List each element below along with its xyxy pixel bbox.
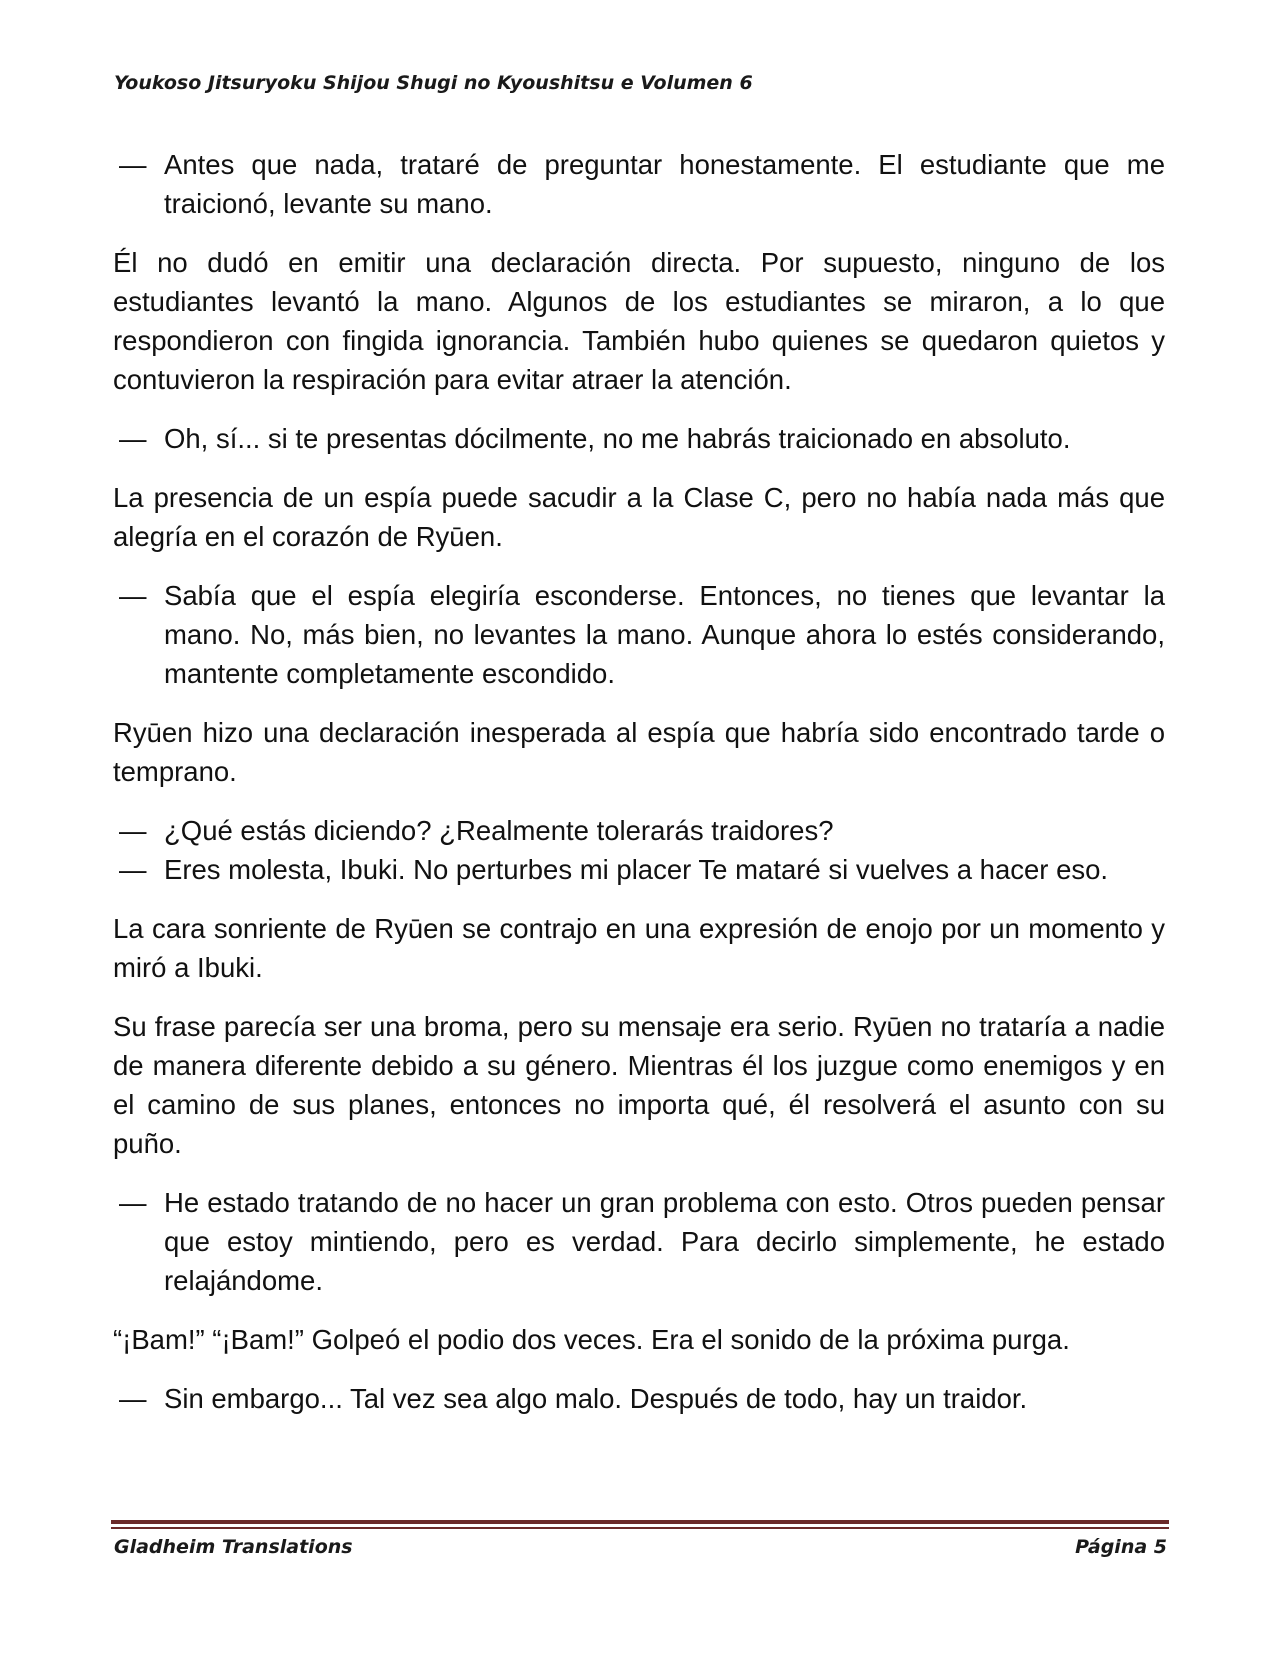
page-number: Página 5 bbox=[1075, 1536, 1167, 1558]
footer-rule-thin bbox=[111, 1527, 1169, 1529]
em-dash: — bbox=[119, 580, 147, 611]
narrative-paragraph: Su frase parecía ser una broma, pero su mensaje era serio. Ryūen no trataría a nadie de manera diferente debido a su género. Mientras él los juzgue como enemigos y en el camino de sus planes, entonces no importa qué, él resolverá el asunto con su puño. bbox=[113, 1011, 1165, 1159]
dialogue-line bbox=[119, 145, 1165, 223]
dialogue-text: ¿Qué estás diciendo? ¿Realmente tolerarás traidores? bbox=[164, 815, 834, 846]
running-header: Youkoso Jitsuryoku Shijou Shugi no Kyoushitsu e Volumen 6 bbox=[114, 72, 753, 94]
dialogue-text: He estado tratando de no hacer un gran problema con esto. Otros pueden pensar que estoy mintiendo, pero es verdad. Para decirlo simplemente, he estado relajándome. bbox=[164, 1187, 1165, 1296]
narrative-paragraph: La cara sonriente de Ryūen se contrajo en una expresión de enojo por un momento y miró a Ibuki. bbox=[113, 913, 1165, 983]
narrative-paragraph: La presencia de un espía puede sacudir a la Clase C, pero no había nada más que alegría en el corazón de Ryūen. bbox=[113, 482, 1165, 552]
page-body bbox=[113, 145, 1165, 1438]
dialogue-line bbox=[119, 1379, 1165, 1418]
dialogue-line bbox=[119, 576, 1165, 693]
dialogue-text: Sin embargo... Tal vez sea algo malo. Después de todo, hay un traidor. bbox=[164, 1383, 1028, 1414]
dialogue-line bbox=[119, 419, 1165, 458]
narrative-paragraph: “¡Bam!” “¡Bam!” Golpeó el podio dos veces. Era el sonido de la próxima purga. bbox=[113, 1324, 1070, 1355]
dialogue-text: Sabía que el espía elegiría esconderse. Entonces, no tienes que levantar la mano. No, más bien, no levantes la mano. Aunque ahora lo estés considerando, mantente completamente escondido. bbox=[164, 580, 1165, 689]
em-dash: — bbox=[119, 149, 147, 180]
narrative-paragraph: Ryūen hizo una declaración inesperada al espía que habría sido encontrado tarde o temprano. bbox=[113, 717, 1165, 787]
em-dash: — bbox=[119, 1187, 147, 1218]
em-dash: — bbox=[119, 854, 147, 885]
footer-publisher: Gladheim Translations bbox=[114, 1536, 353, 1558]
dialogue-text: Antes que nada, trataré de preguntar honestamente. El estudiante que me traicionó, levante su mano. bbox=[164, 149, 1165, 219]
dialogue-line bbox=[119, 850, 1165, 889]
dialogue-line bbox=[119, 811, 1165, 850]
dialogue-text: Oh, sí... si te presentas dócilmente, no me habrás traicionado en absoluto. bbox=[164, 423, 1071, 454]
narrative-paragraph: Él no dudó en emitir una declaración directa. Por supuesto, ninguno de los estudiantes levantó la mano. Algunos de los estudiantes se miraron, a lo que respondieron con fingida ignorancia. También hubo quienes se quedaron quietos y contuvieron la respiración para evitar atraer la atención. bbox=[113, 247, 1165, 395]
footer-rule bbox=[111, 1520, 1169, 1524]
dialogue-line bbox=[119, 1183, 1165, 1300]
em-dash: — bbox=[119, 423, 147, 454]
dialogue-text: Eres molesta, Ibuki. No perturbes mi placer Te mataré si vuelves a hacer eso. bbox=[164, 854, 1109, 885]
em-dash: — bbox=[119, 1383, 147, 1414]
em-dash: — bbox=[119, 815, 147, 846]
